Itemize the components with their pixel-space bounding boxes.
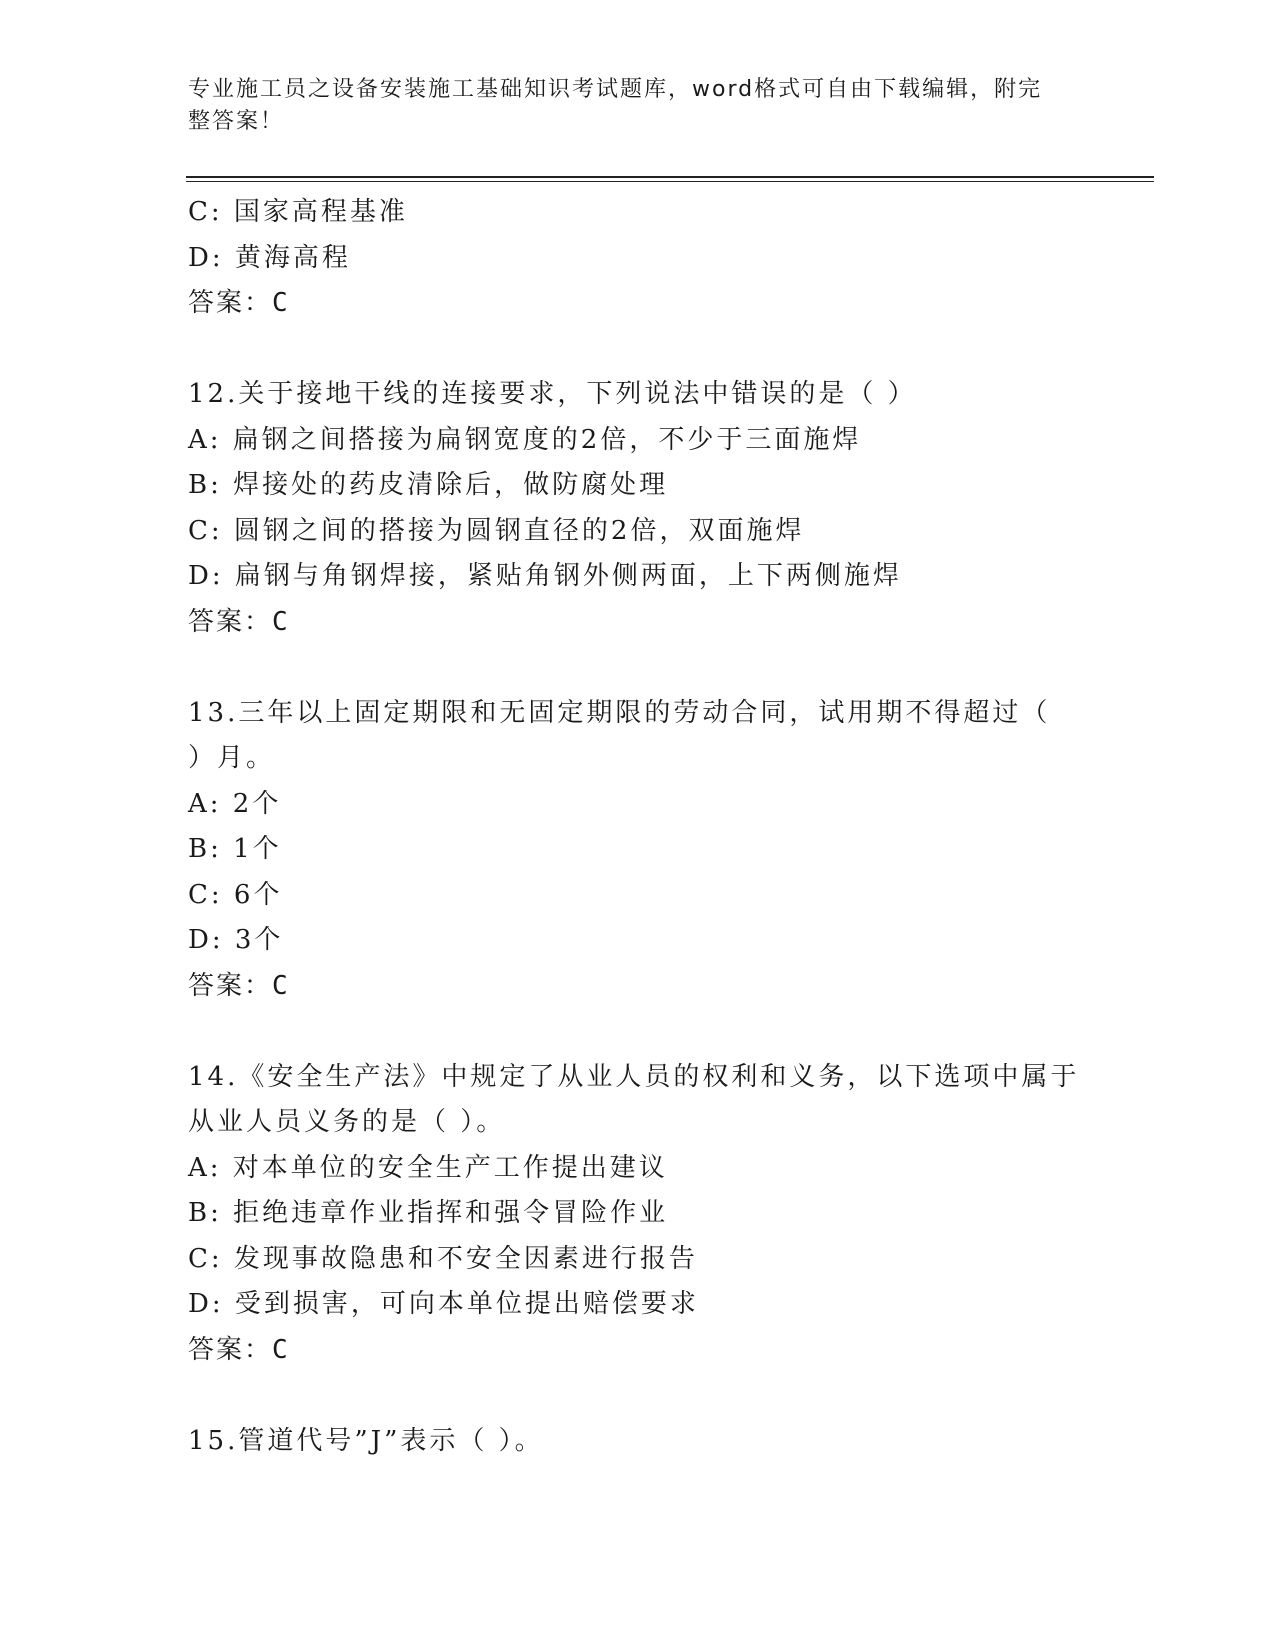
answer-label: 答案：: [188, 1334, 273, 1365]
option-c: C: 6个: [188, 879, 283, 910]
question-stem-line-2: 从业人员义务的是（ ）。: [188, 1107, 506, 1137]
answer-label: 答案：: [188, 606, 273, 637]
option-c: C: 国家高程基准: [188, 197, 408, 227]
option-a: A: 对本单位的安全生产工作提出建议: [188, 1152, 668, 1183]
option-b: B: 1个: [188, 834, 282, 864]
spacer: [188, 327, 1088, 373]
spacer: [188, 645, 1088, 691]
answer-value: C: [272, 970, 290, 1001]
answer-value: C: [272, 1334, 290, 1365]
option-d: D: 黄海高程: [188, 242, 351, 273]
option-d: D: 受到损害，可向本单位提出赔偿要求: [188, 1289, 699, 1319]
question-12: [188, 372, 1088, 645]
answer-label: 答案：: [188, 288, 273, 318]
question-stem: 12.关于接地干线的连接要求，下列说法中错误的是（ ）: [188, 379, 917, 409]
spacer: [188, 1373, 1088, 1419]
option-d: D: 3个: [188, 925, 284, 955]
spacer: [188, 1009, 1088, 1055]
question-15: [188, 1419, 1088, 1465]
question-14: [188, 1055, 1088, 1374]
answer-value: C: [272, 288, 290, 318]
question-fragment: [188, 190, 1088, 327]
answer-line: [188, 600, 1088, 646]
header-rule-thin: [186, 181, 1154, 182]
header-line-1: 专业施工员之设备安装施工基础知识考试题库，word格式可自由下载编辑，附完: [188, 77, 1043, 102]
option-a: A: 2个: [188, 788, 282, 819]
answer-line: [188, 1328, 1088, 1374]
question-list: [188, 190, 1088, 1464]
question-13: [188, 691, 1088, 1010]
header-rule-thick: [186, 176, 1154, 178]
option-c: C: 发现事故隐患和不安全因素进行报告: [188, 1243, 698, 1274]
option-c: C: 圆钢之间的搭接为圆钢直径的2倍，双面施焊: [188, 515, 805, 546]
question-stem: 15.管道代号”J”表示（ ）。: [188, 1425, 544, 1456]
option-b: B: 焊接处的药皮清除后，做防腐处理: [188, 470, 669, 500]
header-line-2: 整答案！: [188, 109, 285, 134]
question-stem-line-1: 14.《安全生产法》中规定了从业人员的权利和义务，以下选项中属于: [188, 1061, 1080, 1092]
option-b: B: 拒绝违章作业指挥和强令冒险作业: [188, 1198, 669, 1228]
answer-label: 答案：: [188, 970, 273, 1001]
question-stem-line-1: 13.三年以上固定期限和无固定期限的劳动合同，试用期不得超过（: [188, 697, 1051, 728]
answer-value: C: [272, 606, 290, 637]
document-header: [188, 74, 1088, 138]
question-stem-line-2: ）月。: [188, 743, 276, 773]
answer-line: [188, 964, 1088, 1010]
answer-line: [188, 281, 1088, 327]
option-a: A: 扁钢之间搭接为扁钢宽度的2倍，不少于三面施焊: [188, 424, 862, 455]
option-d: D: 扁钢与角钢焊接，紧贴角钢外侧两面，上下两侧施焊: [188, 561, 902, 591]
